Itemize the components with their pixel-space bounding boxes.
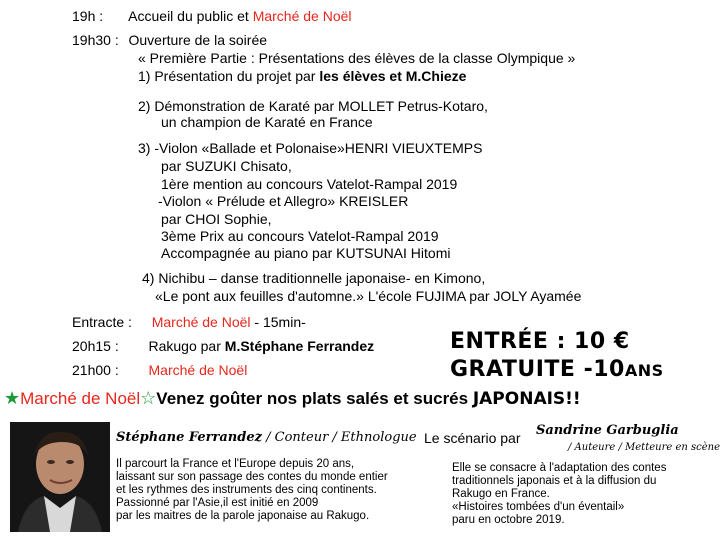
entree-price: ENTRÉE : 10 € <box>450 329 630 354</box>
artist-bio-line: laissant sur son passage des contes du monde entier <box>116 471 388 483</box>
time-label: 20h15 : <box>72 338 119 354</box>
marche-de-noel-label: Marché de Noël <box>148 362 248 378</box>
banner-venez: Venez goûter nos plats salés et sucrés <box>156 389 473 408</box>
violon-award: 1ère mention au concours Vatelot-Rampal 2019 <box>161 176 458 192</box>
time-label: 19h30 : <box>72 32 119 48</box>
artist-bio-line: et les rythmes des instruments des cinq continents. <box>116 484 377 496</box>
entree-free-under-10 <box>450 358 664 383</box>
piano-line: Accompagnée au piano par KUTSUNAI Hitomi <box>161 245 451 261</box>
schedule-line-19h <box>72 8 352 24</box>
projet-line <box>138 68 466 84</box>
star-outline-icon: ☆ <box>140 388 157 408</box>
time-label: 19h : <box>72 8 104 24</box>
premiere-partie-line: « Première Partie : Présentations des élèves de la classe Olympique » <box>138 50 576 66</box>
author-roles: / Auteure / Metteure en scène <box>568 442 720 453</box>
artist-heading <box>116 430 417 444</box>
projet-text: 1) Présentation du projet par <box>138 68 320 84</box>
rakugo-performer: M.Stéphane Ferrandez <box>224 338 375 354</box>
schedule-line-19h30 <box>72 32 267 48</box>
time-label: 21h00 : <box>72 362 119 378</box>
artist-roles: / Conteur / Ethnologue <box>261 430 417 445</box>
ans-text: ANS <box>624 361 664 380</box>
author-bio-line: traditionnels japonais et à la diffusion du <box>452 475 657 487</box>
violon2-line: -Violon « Prélude et Allegro» KREISLER <box>158 193 409 209</box>
artist-name: Stéphane Ferrandez <box>116 430 262 445</box>
author-bio-line: Elle se consacre à l'adaptation des contes <box>452 462 667 474</box>
karate-line: 2) Démonstration de Karaté par MOLLET Petrus-Kotaro, <box>138 98 488 114</box>
marche-de-noel-label: Marché de Noël <box>252 8 352 24</box>
violon-line: 3) -Violon «Ballade et Polonaise»HENRI VIEUXTEMPS <box>138 140 483 156</box>
author-bio-line: «Histoires tombées d'un éventail» <box>452 501 625 513</box>
author-bio-line: paru en octobre 2019. <box>452 514 565 526</box>
violon2-performer: par CHOI Sophie, <box>161 211 272 227</box>
karate-subline: un champion de Karaté en France <box>161 114 373 130</box>
author-heading <box>424 430 521 446</box>
violon2-award: 3ème Prix au concours Vatelot-Rampal 2019 <box>161 228 439 244</box>
marche-de-noel-label: Marché de Noël <box>151 314 251 330</box>
gratuite-text: GRATUITE -10 <box>450 357 625 382</box>
projet-bold: les élèves et M.Chieze <box>319 68 467 84</box>
nichibu-line: 4) Nichibu – danse traditionnelle japonaise- en Kimono, <box>142 270 486 286</box>
schedule-text: Ouverture de la soirée <box>128 32 268 48</box>
banner-japonais: JAPONAIS!! <box>472 389 581 409</box>
banner-marche: Marché de Noël <box>20 389 141 408</box>
violon-performer: par SUZUKI Chisato, <box>161 158 292 174</box>
nichibu-subline: «Le pont aux feuilles d'automne.» L'école FUJIMA par JOLY Ayamée <box>155 288 582 304</box>
rakugo-text: Rakugo par <box>148 338 225 354</box>
artist-bio-line: Il parcourt la France et l'Europe depuis 20 ans, <box>116 458 355 470</box>
artist-bio-line: par les maitres de la parole japonaise au Rakugo. <box>116 510 370 522</box>
artist-photo <box>10 422 110 532</box>
schedule-line-21h <box>72 362 247 378</box>
author-bio-line: Rakugo en France. <box>452 488 550 500</box>
star-filled-icon: ★ <box>4 388 21 408</box>
entracte-line <box>72 314 306 330</box>
artist-bio-line: Passionné par l'Asie,il est initié en 2009 <box>116 497 319 509</box>
marche-banner <box>4 388 581 409</box>
rakugo-line <box>72 338 374 354</box>
entracte-duration: - 15min- <box>250 314 306 330</box>
author-name: Sandrine Garbuglia <box>536 423 679 438</box>
schedule-text: Accueil du public et <box>128 8 253 24</box>
time-label: Entracte : <box>72 314 132 330</box>
author-prefix: Le scénario par <box>424 430 521 446</box>
